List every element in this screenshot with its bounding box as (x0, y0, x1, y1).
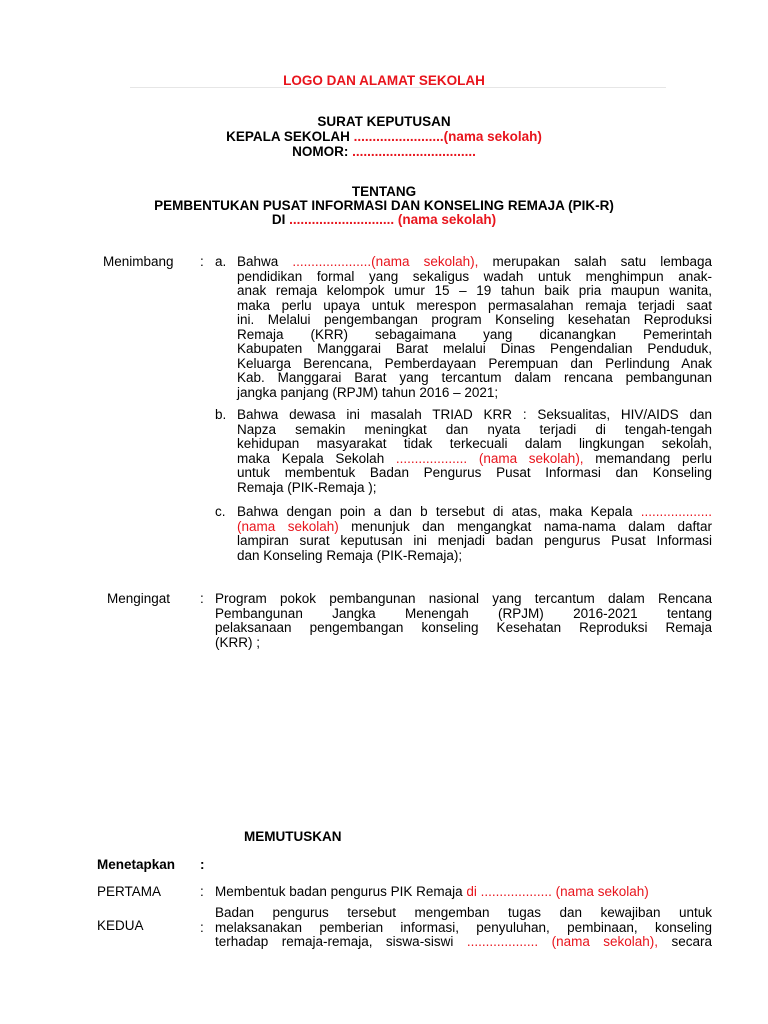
point-a-line: Keluarga Berencana, Pemberdayaan Perempuan dan Perlindung Anak (237, 355, 712, 371)
mengingat-label: Mengingat (107, 591, 171, 606)
document-subject: PEMBENTUKAN PUSAT INFORMASI DAN KONSELING REMAJA (PIK-R) (154, 198, 614, 213)
number-prefix: NOMOR: (292, 144, 353, 159)
point-a-line: jangka panjang (RPJM) tahun 2016 – 2021; (237, 384, 499, 400)
menetapkan-colon: : (200, 857, 205, 872)
kedua-text (215, 906, 712, 950)
point-a-line: Remaja (KRR) sebagaimana yang dicanangkan Pemerintah (237, 326, 712, 342)
kedua-line: Badan pengurus tersebut mengemban tugas dan kewajiban untuk (215, 905, 712, 920)
point-c-line: Bahwa dengan poin a dan b tersebut di atas, maka Kepala ................... (237, 504, 712, 519)
tentang-heading: TENTANG (351, 184, 417, 199)
pertama-colon: : (200, 884, 204, 899)
point-b-line: untuk membentuk Badan Pengurus Pusat Informasi dan Konseling (237, 465, 712, 480)
mengingat-colon: : (200, 591, 204, 606)
point-a-line: maka perlu upaya untuk merespon permasalahan remaja terjadi saat (237, 297, 712, 313)
mengingat-text (215, 592, 712, 650)
point-b-text (237, 408, 712, 495)
point-a-line: ini. Melalui pengembangan program Konseling kesehatan Reproduksi (237, 312, 712, 327)
point-a-line: Bahwa .....................(nama sekolah), merupakan salah satu lembaga (237, 254, 713, 269)
di-prefix: DI (271, 212, 290, 227)
pertama-text: Membentuk badan pengurus PIK Remaja di ................... (nama sekolah) (215, 884, 649, 899)
kedua-colon: : (200, 920, 204, 935)
point-b-line: kehidupan masyarakat tidak terkecuali dalam lingkungan sekolah, (237, 436, 712, 451)
school-name-placeholder: ........................(nama sekolah) (353, 129, 542, 144)
school-name-placeholder: ............................ (nama sekolah) (289, 212, 497, 227)
school-name-placeholder: di ................... (nama sekolah) (466, 884, 649, 899)
point-b-marker: b. (215, 407, 227, 422)
mengingat-line: Program pokok pembangunan nasional yang tercantum dalam Rencana (215, 591, 712, 606)
mengingat-line: pelaksanaan pengembangan konseling Kesehatan Reproduksi Remaja (215, 620, 712, 635)
kedua-line: terhadap remaja-remaja, siswa-siswi ................... (nama sekolah), secara (215, 934, 712, 949)
point-b-line: Bahwa dewasa ini masalah TRIAD KRR : Seksualitas, HIV/AIDS dan (237, 407, 712, 422)
pertama-label: PERTAMA (97, 884, 162, 899)
point-a-line: anak remaja kelompok umur 15 – 19 tahun baik pria maupun wanita, (237, 283, 712, 298)
document-location (0, 212, 768, 227)
point-c-text (237, 505, 712, 563)
point-c-line: dan Konseling Remaja (PIK-Remaja); (237, 547, 463, 563)
point-b-line: maka Kepala Sekolah ................... (nama sekolah), memandang perlu (237, 450, 712, 466)
logo-address-placeholder: LOGO DAN ALAMAT SEKOLAH (283, 73, 485, 88)
point-a-line: Kabupaten Manggarai Barat melalui Dinas Pengendalian Penduduk, (237, 341, 712, 356)
point-a-marker: a. (215, 254, 227, 269)
memutuskan-heading: MEMUTUSKAN (244, 829, 342, 844)
point-a-text (237, 255, 712, 400)
mengingat-line: (KRR) ; (215, 634, 260, 650)
menimbang-colon: : (200, 254, 204, 269)
issuer-prefix: KEPALA SEKOLAH (226, 129, 354, 144)
point-b-line: Remaja (PIK-Remaja ); (237, 479, 377, 495)
document-number (0, 144, 768, 159)
document-issuer (0, 129, 768, 144)
menetapkan-label: Menetapkan (97, 857, 176, 872)
document-title: SURAT KEPUTUSAN (317, 114, 451, 129)
point-c-line: (nama sekolah) menunjuk dan mengangkat nama-nama dalam daftar (237, 518, 712, 534)
menimbang-label: Menimbang (103, 254, 174, 269)
kedua-line: melaksanakan pemberian informasi, penyuluhan, pembinaan, konseling (215, 919, 712, 935)
point-b-line: Napza semakin meningkat dan nyata terjadi di tengah-tengah (237, 421, 712, 437)
kedua-label: KEDUA (97, 918, 144, 933)
point-a-line: pendidikan formal yang sekaligus wadah untuk menghimpun anak- (237, 268, 712, 284)
number-placeholder: ................................. (352, 144, 476, 159)
header-divider (130, 87, 666, 88)
point-a-line: Kab. Manggarai Barat yang tercantum dalam rencana pembangunan (237, 370, 712, 385)
mengingat-line: Pembangunan Jangka Menengah (RPJM) 2016-2021 tentang (215, 605, 712, 621)
point-c-marker: c. (215, 504, 226, 519)
point-c-line: lampiran surat keputusan ini menjadi badan pengurus Pusat Informasi (237, 533, 712, 548)
